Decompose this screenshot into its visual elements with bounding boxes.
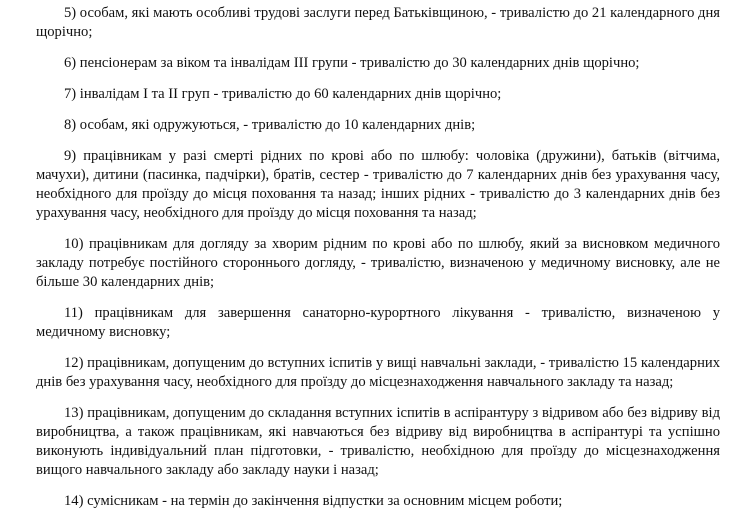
paragraph-item-6: 6) пенсіонерам за віком та інвалідам III групи - тривалістю до 30 календарних днів щорічно; bbox=[64, 55, 640, 71]
paragraph-item-11: 11) працівникам для завершення санаторно-курортного лікування - тривалістю, визначеною у медичному висновку; bbox=[36, 305, 720, 340]
paragraph-item-14: 14) сумісникам - на термін до закінчення відпустки за основним місцем роботи; bbox=[64, 493, 563, 509]
document-body bbox=[36, 4, 720, 523]
paragraph-item-9: 9) працівникам у разі смерті рідних по крові або по шлюбу: чоловіка (дружини), батьків (вітчима, мачухи), дитини (пасинка, падчірки), братів, сестер - тривалістю до 7 календарних днів без урахування часу, необхідного для проїзду до місця поховання та назад; інших рідних - тривалістю до 3 календарних днів без урахування часу, необхідного для проїзду до місця поховання та назад; bbox=[36, 148, 720, 221]
paragraph-item-13: 13) працівникам, допущеним до складання вступних іспитів в аспірантуру з відривом або без відриву від виробництва, а також працівникам, які навчаються без відриву від виробництва в аспірантурі та успішно виконують індивідуальний план підготовки, - тривалістю, необхідною для проїзду до місцезнаходження вищого навчального закладу або закладу науки і назад; bbox=[36, 405, 720, 478]
paragraph-item-7: 7) інвалідам I та II груп - тривалістю до 60 календарних днів щорічно; bbox=[64, 86, 502, 102]
paragraph-item-8: 8) особам, які одружуються, - тривалістю до 10 календарних днів; bbox=[64, 117, 476, 133]
paragraph-item-10: 10) працівникам для догляду за хворим рідним по крові або по шлюбу, який за висновком медичного закладу потребує постійного стороннього догляду, - тривалістю, визначеною у медичному висновку, але не більше 30 календарних днів; bbox=[36, 236, 720, 290]
paragraph-item-5: 5) особам, які мають особливі трудові заслуги перед Батьківщиною, - тривалістю до 21 календарного дня щорічно; bbox=[36, 5, 721, 40]
paragraph-item-12: 12) працівникам, допущеним до вступних іспитів у вищі навчальні заклади, - тривалістю 15 календарних днів без урахування часу, необхідного для проїзду до місцезнаходження навчального закладу та назад; bbox=[36, 355, 720, 390]
